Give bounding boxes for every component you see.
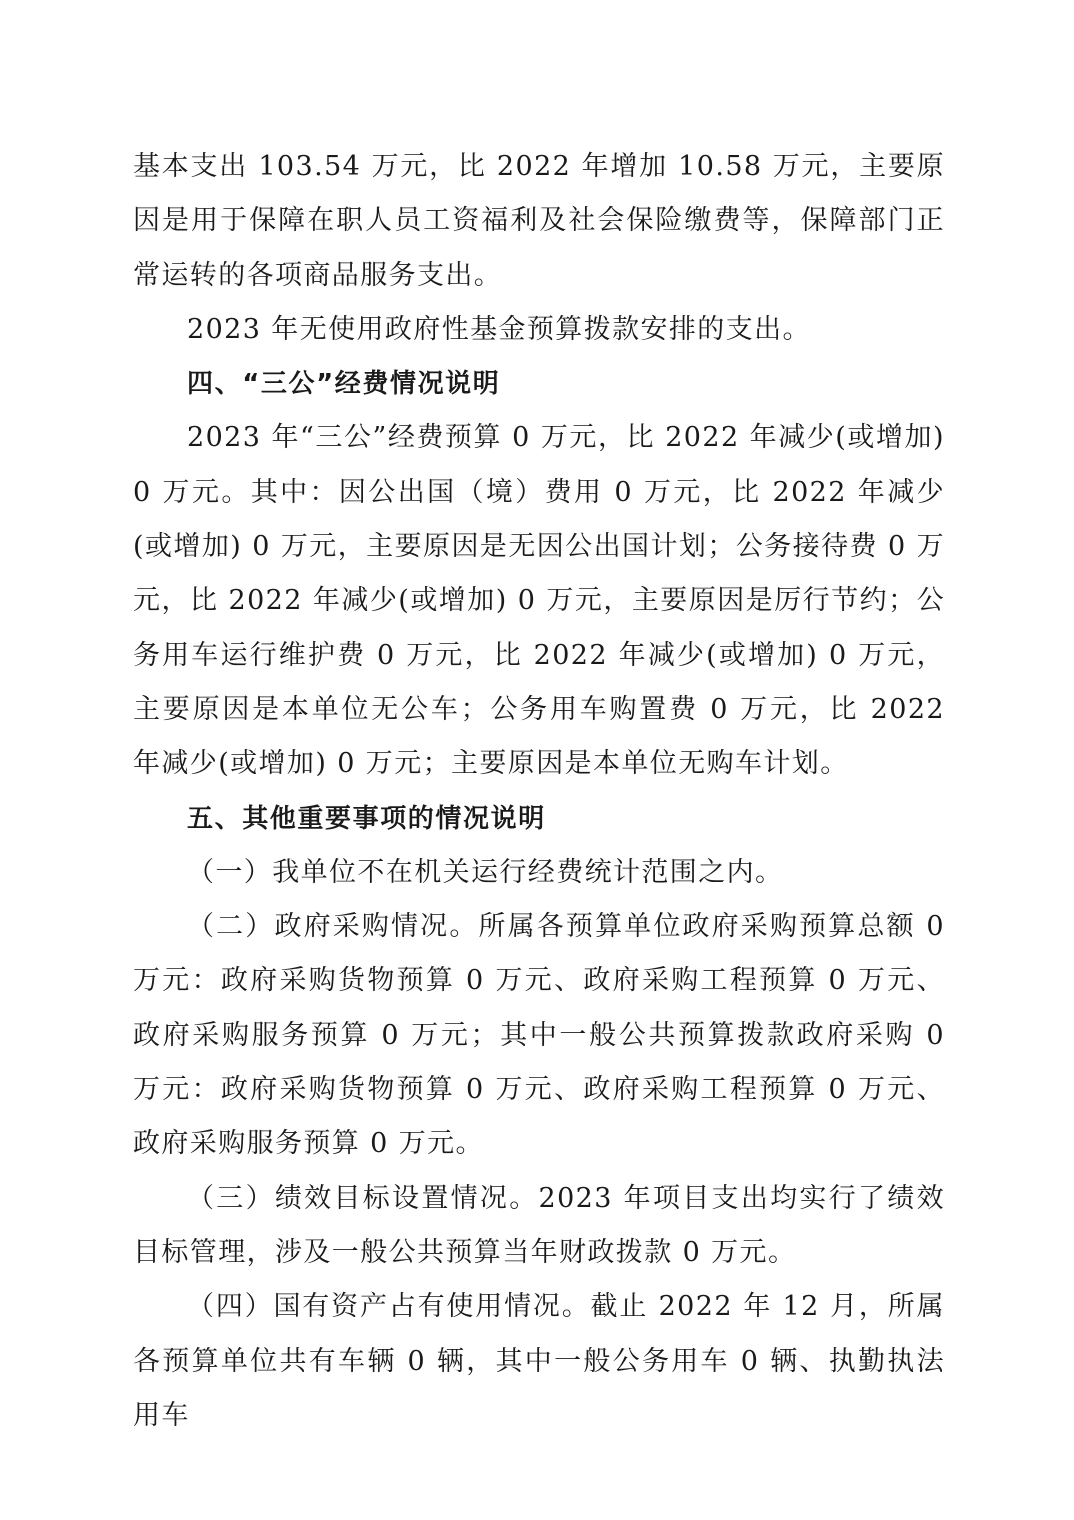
- paragraph-basic-expenditure: 基本支出 103.54 万元，比 2022 年增加 10.58 万元，主要原因是用于保障在职人员工资福利及社会保险缴费等，保障部门正常运转的各项商品服务支出。: [133, 151, 945, 291]
- section-heading-other-matters: 五、其他重要事项的情况说明: [187, 803, 546, 834]
- paragraph-performance-targets: （三）绩效目标设置情况。2023 年项目支出均实行了绩效目标管理，涉及一般公共预算当年财政拨款 0 万元。: [133, 1182, 945, 1268]
- paragraph-government-fund: 2023 年无使用政府性基金预算拨款安排的支出。: [187, 313, 811, 345]
- paragraph-government-procurement: （二）政府采购情况。所属各预算单位政府采购预算总额 0 万元：政府采购货物预算 0 万元、政府采购工程预算 0 万元、政府采购服务预算 0 万元；其中一般公共预算拨款政府采购 0 万元：政府采购货物预算 0 万元、政府采购工程预算 0 万元、政府采购服务预算 0 万元。: [133, 911, 945, 1160]
- paragraph-three-public-budget: 2023 年“三公”经费预算 0 万元，比 2022 年减少(或增加) 0 万元。其中：因公出国（境）费用 0 万元，比 2022 年减少(或增加) 0 万元，主要原因是无因公出国计划；公务接待费 0 万元，比 2022 年减少(或增加) 0 万元，主要原因是厉行节约；公务用车运行维护费 0 万元，比 2022 年减少(或增加) 0 万元，主要原因是本单位无公车；公务用车购置费 0 万元，比 2022 年减少(或增加) 0 万元；主要原因是本单位无购车计划。: [133, 422, 945, 780]
- paragraph-operating-expenses: （一）我单位不在机关运行经费统计范围之内。: [187, 856, 784, 888]
- section-heading-three-public: 四、“三公”经费情况说明: [187, 369, 501, 400]
- document-body: [133, 140, 945, 1443]
- paragraph-state-assets: （四）国有资产占有使用情况。截止 2022 年 12 月，所属各预算单位共有车辆 0 辆，其中一般公务用车 0 辆、执勤执法用车: [133, 1291, 945, 1431]
